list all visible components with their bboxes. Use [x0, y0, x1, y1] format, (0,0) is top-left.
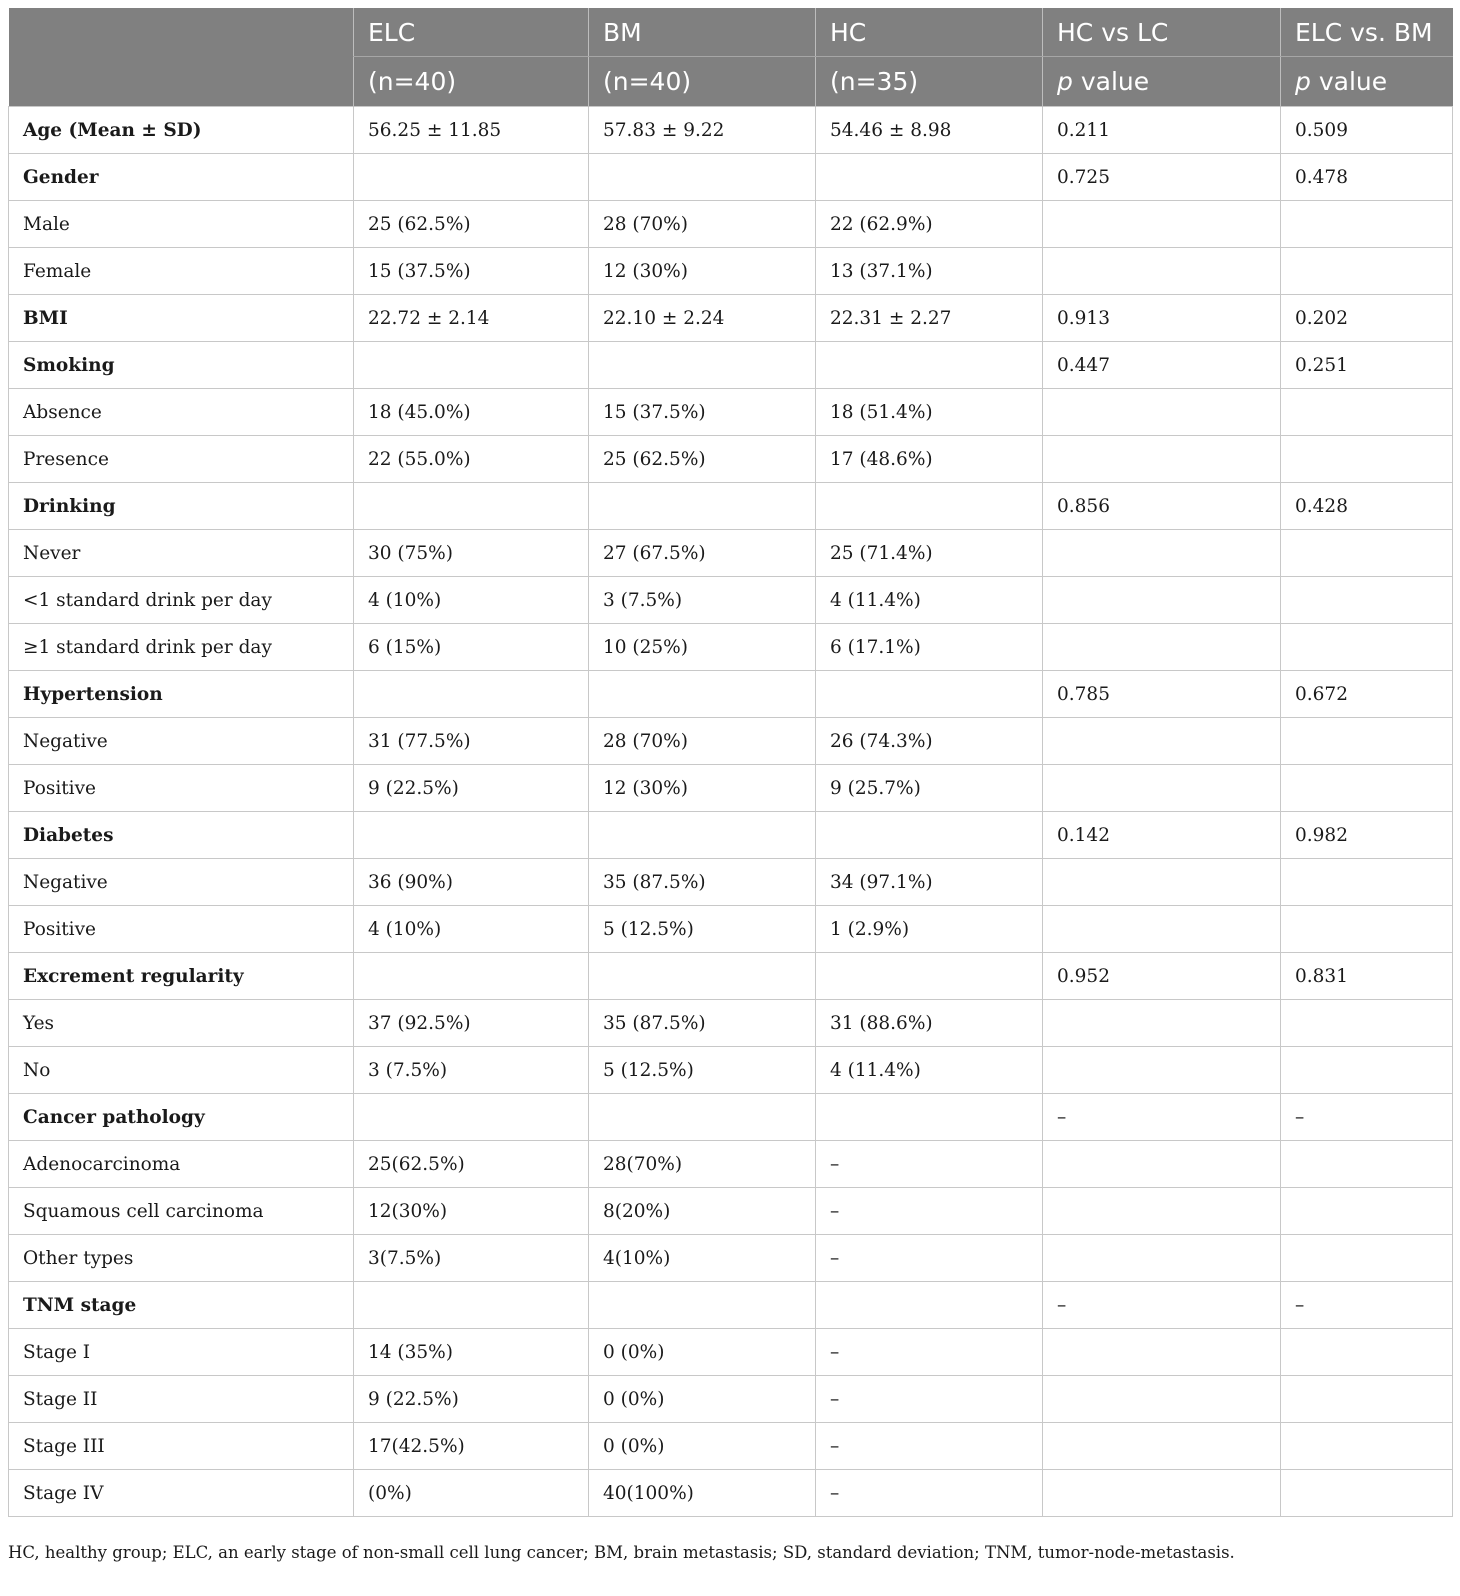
cell-label: Drinking [9, 483, 354, 530]
table-row [9, 1329, 1453, 1376]
cell-elc [354, 342, 589, 389]
cell-bm: 10 (25%) [589, 624, 816, 671]
cell-elc-vs-bm-p [1281, 1188, 1453, 1235]
table-row [9, 530, 1453, 577]
cell-hc [816, 812, 1043, 859]
cell-elc-vs-bm-p [1281, 1376, 1453, 1423]
cell-elc-vs-bm-p: 0.478 [1281, 154, 1453, 201]
cell-label: BMI [9, 295, 354, 342]
cell-hc-vs-lc-p [1043, 1141, 1281, 1188]
cell-elc: 56.25 ± 11.85 [354, 107, 589, 154]
cell-elc [354, 154, 589, 201]
header-elc-vs-bm-p [1281, 57, 1453, 107]
cell-hc: 9 (25.7%) [816, 765, 1043, 812]
cell-elc-vs-bm-p [1281, 906, 1453, 953]
cell-hc-vs-lc-p [1043, 248, 1281, 295]
cell-elc [354, 1094, 589, 1141]
cell-hc [816, 1094, 1043, 1141]
cell-bm [589, 1282, 816, 1329]
table-row [9, 671, 1453, 718]
table-row [9, 765, 1453, 812]
cell-elc-vs-bm-p: 0.672 [1281, 671, 1453, 718]
p-value-label: value [1080, 67, 1150, 96]
header-elc-vs-bm: ELC vs. BM [1281, 8, 1453, 57]
cell-bm: 57.83 ± 9.22 [589, 107, 816, 154]
cell-hc: – [816, 1470, 1043, 1517]
cell-label: Gender [9, 154, 354, 201]
characteristics-table [8, 8, 1453, 1517]
cell-elc: 25(62.5%) [354, 1141, 589, 1188]
cell-hc [816, 953, 1043, 1000]
cell-bm: 15 (37.5%) [589, 389, 816, 436]
cell-label: Positive [9, 765, 354, 812]
header-hc-vs-lc: HC vs LC [1043, 8, 1281, 57]
cell-hc [816, 671, 1043, 718]
cell-hc-vs-lc-p: 0.913 [1043, 295, 1281, 342]
cell-label: Stage I [9, 1329, 354, 1376]
cell-bm: 28(70%) [589, 1141, 816, 1188]
cell-label: No [9, 1047, 354, 1094]
cell-label: Absence [9, 389, 354, 436]
cell-label: Stage III [9, 1423, 354, 1470]
cell-hc: 54.46 ± 8.98 [816, 107, 1043, 154]
cell-hc: 1 (2.9%) [816, 906, 1043, 953]
cell-elc-vs-bm-p [1281, 248, 1453, 295]
cell-label: Excrement regularity [9, 953, 354, 1000]
cell-hc [816, 483, 1043, 530]
cell-label: Male [9, 201, 354, 248]
cell-bm [589, 953, 816, 1000]
cell-bm: 22.10 ± 2.24 [589, 295, 816, 342]
table-row [9, 201, 1453, 248]
cell-hc-vs-lc-p [1043, 530, 1281, 577]
p-letter: p [1295, 67, 1311, 96]
cell-elc-vs-bm-p [1281, 1329, 1453, 1376]
cell-elc-vs-bm-p [1281, 1235, 1453, 1282]
cell-elc-vs-bm-p: – [1281, 1094, 1453, 1141]
header-elc: ELC [354, 8, 589, 57]
cell-bm: 3 (7.5%) [589, 577, 816, 624]
cell-elc-vs-bm-p [1281, 201, 1453, 248]
cell-bm: 40(100%) [589, 1470, 816, 1517]
cell-hc-vs-lc-p: 0.142 [1043, 812, 1281, 859]
cell-hc: 4 (11.4%) [816, 1047, 1043, 1094]
cell-hc: – [816, 1423, 1043, 1470]
cell-elc-vs-bm-p: 0.428 [1281, 483, 1453, 530]
cell-elc-vs-bm-p: 0.831 [1281, 953, 1453, 1000]
cell-elc-vs-bm-p [1281, 436, 1453, 483]
cell-bm: 27 (67.5%) [589, 530, 816, 577]
cell-elc-vs-bm-p [1281, 1423, 1453, 1470]
cell-hc-vs-lc-p: 0.447 [1043, 342, 1281, 389]
cell-hc-vs-lc-p: 0.952 [1043, 953, 1281, 1000]
header-hc-n: (n=35) [816, 57, 1043, 107]
cell-hc [816, 342, 1043, 389]
cell-hc-vs-lc-p: 0.856 [1043, 483, 1281, 530]
cell-hc-vs-lc-p [1043, 1329, 1281, 1376]
cell-elc-vs-bm-p [1281, 530, 1453, 577]
cell-hc: 17 (48.6%) [816, 436, 1043, 483]
cell-elc: 3 (7.5%) [354, 1047, 589, 1094]
cell-elc-vs-bm-p: – [1281, 1282, 1453, 1329]
cell-elc-vs-bm-p [1281, 1470, 1453, 1517]
header-bm-n: (n=40) [589, 57, 816, 107]
cell-hc-vs-lc-p [1043, 1470, 1281, 1517]
table-row [9, 436, 1453, 483]
cell-elc: 4 (10%) [354, 577, 589, 624]
cell-label: Hypertension [9, 671, 354, 718]
cell-bm [589, 812, 816, 859]
cell-bm: 12 (30%) [589, 248, 816, 295]
table-row [9, 1141, 1453, 1188]
cell-bm [589, 154, 816, 201]
table-footnote: HC, healthy group; ELC, an early stage of non-small cell lung cancer; BM, brain metastasis; SD, standard deviation; TNM, tumor-node-metastasis. [8, 1543, 1235, 1562]
header-hc: HC [816, 8, 1043, 57]
cell-elc [354, 953, 589, 1000]
cell-elc-vs-bm-p [1281, 624, 1453, 671]
cell-bm: 12 (30%) [589, 765, 816, 812]
header-bm: BM [589, 8, 816, 57]
table-row [9, 577, 1453, 624]
cell-hc-vs-lc-p: – [1043, 1282, 1281, 1329]
cell-label: Adenocarcinoma [9, 1141, 354, 1188]
cell-hc: 26 (74.3%) [816, 718, 1043, 765]
cell-bm [589, 342, 816, 389]
cell-hc-vs-lc-p [1043, 1376, 1281, 1423]
cell-elc: 15 (37.5%) [354, 248, 589, 295]
cell-bm: 35 (87.5%) [589, 1000, 816, 1047]
cell-hc: 4 (11.4%) [816, 577, 1043, 624]
table-header [9, 8, 1453, 107]
table-row [9, 953, 1453, 1000]
header-corner [9, 8, 354, 57]
cell-elc-vs-bm-p: 0.202 [1281, 295, 1453, 342]
table-row [9, 1282, 1453, 1329]
cell-elc-vs-bm-p [1281, 718, 1453, 765]
table-row [9, 248, 1453, 295]
cell-label: Negative [9, 859, 354, 906]
cell-label: ≥1 standard drink per day [9, 624, 354, 671]
cell-elc-vs-bm-p: 0.251 [1281, 342, 1453, 389]
cell-label: Smoking [9, 342, 354, 389]
cell-bm: 0 (0%) [589, 1376, 816, 1423]
cell-hc [816, 1282, 1043, 1329]
cell-bm: 4(10%) [589, 1235, 816, 1282]
cell-hc-vs-lc-p [1043, 389, 1281, 436]
table-row [9, 1423, 1453, 1470]
table-row [9, 483, 1453, 530]
cell-elc [354, 671, 589, 718]
cell-bm: 0 (0%) [589, 1329, 816, 1376]
cell-elc: 22.72 ± 2.14 [354, 295, 589, 342]
cell-bm [589, 1094, 816, 1141]
cell-elc-vs-bm-p [1281, 859, 1453, 906]
table-row [9, 1047, 1453, 1094]
cell-hc-vs-lc-p [1043, 859, 1281, 906]
cell-elc: 18 (45.0%) [354, 389, 589, 436]
cell-hc: – [816, 1141, 1043, 1188]
cell-elc [354, 1282, 589, 1329]
cell-elc: 30 (75%) [354, 530, 589, 577]
cell-hc-vs-lc-p [1043, 906, 1281, 953]
cell-elc: 3(7.5%) [354, 1235, 589, 1282]
cell-hc: – [816, 1235, 1043, 1282]
cell-label: Stage IV [9, 1470, 354, 1517]
cell-hc-vs-lc-p [1043, 436, 1281, 483]
cell-bm: 8(20%) [589, 1188, 816, 1235]
table-row [9, 906, 1453, 953]
cell-hc: – [816, 1188, 1043, 1235]
cell-hc-vs-lc-p [1043, 1047, 1281, 1094]
cell-label: Other types [9, 1235, 354, 1282]
header-row-1 [9, 8, 1453, 57]
cell-hc-vs-lc-p [1043, 718, 1281, 765]
cell-hc-vs-lc-p: – [1043, 1094, 1281, 1141]
cell-hc-vs-lc-p: 0.725 [1043, 154, 1281, 201]
cell-label: Positive [9, 906, 354, 953]
table-row [9, 812, 1453, 859]
table-body [9, 107, 1453, 1517]
table-row [9, 154, 1453, 201]
cell-elc: 6 (15%) [354, 624, 589, 671]
table-row [9, 1000, 1453, 1047]
header-row-2 [9, 57, 1453, 107]
header-corner-2 [9, 57, 354, 107]
cell-bm: 5 (12.5%) [589, 1047, 816, 1094]
cell-label: Presence [9, 436, 354, 483]
cell-hc-vs-lc-p [1043, 1000, 1281, 1047]
cell-hc: 6 (17.1%) [816, 624, 1043, 671]
header-elc-n: (n=40) [354, 57, 589, 107]
cell-label: TNM stage [9, 1282, 354, 1329]
cell-elc: 36 (90%) [354, 859, 589, 906]
header-hc-vs-lc-p [1043, 57, 1281, 107]
cell-elc: 14 (35%) [354, 1329, 589, 1376]
cell-elc: 31 (77.5%) [354, 718, 589, 765]
cell-elc-vs-bm-p [1281, 1047, 1453, 1094]
cell-hc-vs-lc-p [1043, 1423, 1281, 1470]
table-row [9, 1470, 1453, 1517]
cell-hc: 18 (51.4%) [816, 389, 1043, 436]
cell-elc-vs-bm-p [1281, 389, 1453, 436]
cell-label: Age (Mean ± SD) [9, 107, 354, 154]
cell-hc-vs-lc-p [1043, 765, 1281, 812]
table-row [9, 342, 1453, 389]
cell-label: Negative [9, 718, 354, 765]
cell-bm [589, 483, 816, 530]
cell-bm: 28 (70%) [589, 201, 816, 248]
cell-elc: 22 (55.0%) [354, 436, 589, 483]
cell-elc [354, 812, 589, 859]
cell-label: Female [9, 248, 354, 295]
table-row [9, 389, 1453, 436]
cell-hc: 25 (71.4%) [816, 530, 1043, 577]
cell-hc: 22.31 ± 2.27 [816, 295, 1043, 342]
cell-label: Stage II [9, 1376, 354, 1423]
cell-hc-vs-lc-p [1043, 201, 1281, 248]
cell-elc-vs-bm-p [1281, 577, 1453, 624]
cell-elc: 25 (62.5%) [354, 201, 589, 248]
cell-hc-vs-lc-p [1043, 624, 1281, 671]
cell-bm: 35 (87.5%) [589, 859, 816, 906]
cell-hc: – [816, 1329, 1043, 1376]
table-row [9, 295, 1453, 342]
table-row [9, 1235, 1453, 1282]
cell-elc-vs-bm-p [1281, 765, 1453, 812]
cell-hc: 31 (88.6%) [816, 1000, 1043, 1047]
cell-elc-vs-bm-p [1281, 1000, 1453, 1047]
cell-bm: 25 (62.5%) [589, 436, 816, 483]
cell-hc [816, 154, 1043, 201]
cell-label: Cancer pathology [9, 1094, 354, 1141]
cell-label: Yes [9, 1000, 354, 1047]
cell-bm: 28 (70%) [589, 718, 816, 765]
cell-bm: 0 (0%) [589, 1423, 816, 1470]
cell-elc-vs-bm-p: 0.509 [1281, 107, 1453, 154]
cell-hc: 13 (37.1%) [816, 248, 1043, 295]
cell-label: Never [9, 530, 354, 577]
cell-elc-vs-bm-p [1281, 1141, 1453, 1188]
cell-elc: 4 (10%) [354, 906, 589, 953]
cell-hc: 34 (97.1%) [816, 859, 1043, 906]
table-container [8, 8, 1452, 1517]
p-value-label: value [1318, 67, 1388, 96]
cell-elc: 37 (92.5%) [354, 1000, 589, 1047]
table-row [9, 718, 1453, 765]
cell-hc-vs-lc-p [1043, 1188, 1281, 1235]
cell-label: Squamous cell carcinoma [9, 1188, 354, 1235]
table-row [9, 1188, 1453, 1235]
cell-elc: 9 (22.5%) [354, 1376, 589, 1423]
cell-hc-vs-lc-p [1043, 1235, 1281, 1282]
cell-elc: (0%) [354, 1470, 589, 1517]
table-row [9, 1094, 1453, 1141]
cell-hc: – [816, 1376, 1043, 1423]
table-row [9, 859, 1453, 906]
table-row [9, 1376, 1453, 1423]
cell-hc-vs-lc-p [1043, 577, 1281, 624]
cell-elc-vs-bm-p: 0.982 [1281, 812, 1453, 859]
cell-hc-vs-lc-p: 0.211 [1043, 107, 1281, 154]
cell-label: <1 standard drink per day [9, 577, 354, 624]
cell-elc: 17(42.5%) [354, 1423, 589, 1470]
cell-bm [589, 671, 816, 718]
cell-elc: 9 (22.5%) [354, 765, 589, 812]
table-row [9, 107, 1453, 154]
cell-elc [354, 483, 589, 530]
table-row [9, 624, 1453, 671]
cell-hc-vs-lc-p: 0.785 [1043, 671, 1281, 718]
p-letter: p [1057, 67, 1073, 96]
cell-label: Diabetes [9, 812, 354, 859]
cell-bm: 5 (12.5%) [589, 906, 816, 953]
cell-elc: 12(30%) [354, 1188, 589, 1235]
cell-hc: 22 (62.9%) [816, 201, 1043, 248]
